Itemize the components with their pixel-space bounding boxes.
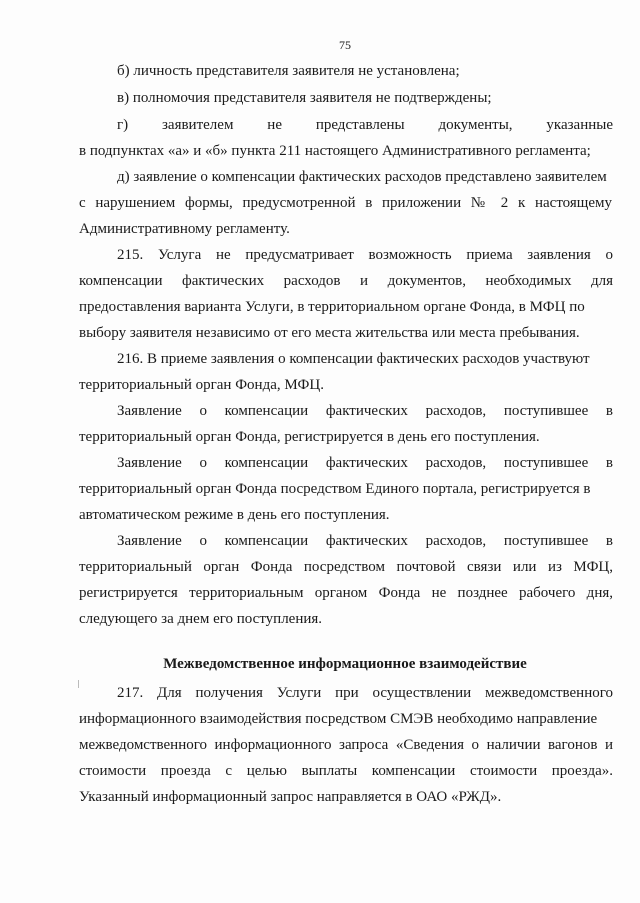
text-line: Заявление о компенсации фактических расходов, поступившее в [117,455,613,471]
margin-mark [78,680,79,688]
text-line: Административному регламенту. [79,221,290,237]
text-line: территориальный орган Фонда, регистрируется в день его поступления. [79,429,540,445]
text-line: регистрируется территориальным органом Фонда не позднее рабочего дня, [79,585,613,601]
text-line: д) заявление о компенсации фактических расходов представлено заявителем [117,169,607,185]
section-heading: Межведомственное информационное взаимодействие [163,656,527,672]
text-line: б) личность представителя заявителя не установлена; [117,63,460,79]
text-line: выбору заявителя независимо от его места жительства или места пребывания. [79,325,580,341]
text-line: Заявление о компенсации фактических расходов, поступившее в [117,533,613,549]
text-line: информационного взаимодействия посредством СМЭВ необходимо направление [79,711,598,727]
text-line: Заявление о компенсации фактических расходов, поступившее в [117,403,613,419]
text-line: территориальный орган Фонда посредством почтовой связи или из МФЦ, [79,559,613,575]
text-line: г) заявителем не представлены документы, указанные [117,117,613,133]
text-line: межведомственного информационного запроса «Сведения о наличии вагонов и [79,737,613,753]
text-line: в) полномочия представителя заявителя не подтверждены; [117,90,492,106]
text-line: с нарушением формы, предусмотренной в приложении № 2 к настоящему [79,195,612,211]
text-line: 217. Для получения Услуги при осуществлении межведомственного [117,685,613,701]
text-line: 216. В приеме заявления о компенсации фактических расходов участвуют [117,351,590,367]
text-line: 215. Услуга не предусматривает возможность приема заявления о [117,247,613,263]
text-line: в подпунктах «а» и «б» пункта 211 настоящего Административного регламента; [79,143,591,159]
text-line: территориальный орган Фонда посредством Единого портала, регистрируется в [79,481,591,497]
text-line: стоимости проезда с целью выплаты компенсации стоимости проезда». [79,763,613,779]
page-number: 75 [339,38,351,52]
text-line: следующего за днем его поступления. [79,611,323,627]
text-line: автоматическом режиме в день его поступления. [79,507,390,523]
text-line: предоставления варианта Услуги, в территориальном органе Фонда, в МФЦ по [79,299,585,315]
text-line: компенсации фактических расходов и документов, необходимых для [79,273,613,289]
text-line: Указанный информационный запрос направляется в ОАО «РЖД». [79,789,502,805]
text-line: территориальный орган Фонда, МФЦ. [79,377,324,393]
